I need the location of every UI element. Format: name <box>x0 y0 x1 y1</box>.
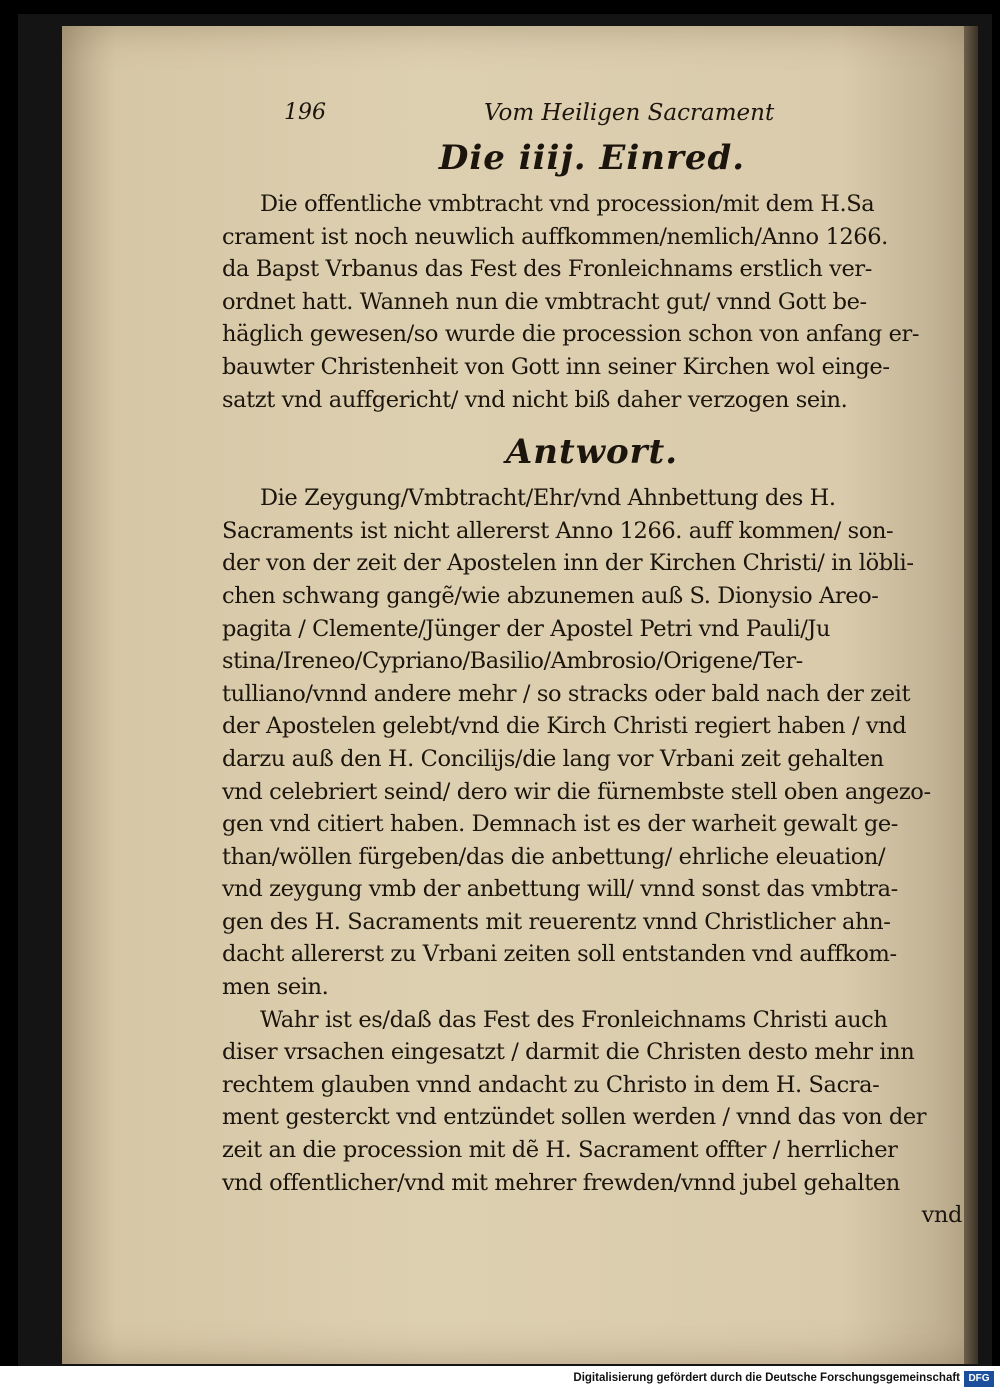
text-line: satzt vnd auffgericht/ vnd nicht biß daher verzogen sein. <box>222 386 848 413</box>
text-line: gen des H. Sacraments mit reuerentz vnnd Christlicher ahn- <box>222 908 891 935</box>
section-body-antwort-continued <box>222 1004 962 1200</box>
text-line: Sacraments ist nicht allererst Anno 1266. auff kommen/ son- <box>222 517 894 544</box>
text-line: vnd zeygung vmb der anbettung will/ vnnd sonst das vmbtra- <box>222 876 898 903</box>
text-line: gen vnd citiert haben. Demnach ist es der warheit gewalt ge- <box>222 811 898 838</box>
text-line: der von der zeit der Apostelen inn der Kirchen Christi/ in löbli- <box>222 550 914 577</box>
section-body-einred <box>222 188 962 416</box>
text-line: men sein. <box>222 974 329 1001</box>
text-line: pagita / Clemente/Jünger der Apostel Petri vnd Pauli/Ju <box>222 615 831 642</box>
dfg-logo: DFG <box>964 1371 994 1387</box>
text-line: crament ist noch neuwlich auffkommen/nemlich/Anno 1266. <box>222 223 888 250</box>
text-line: der Apostelen gelebt/vnd die Kirch Christi regiert haben / vnd <box>222 713 907 740</box>
text-line: Wahr ist es/daß das Fest des Fronleichnams Christi auch <box>260 1006 888 1033</box>
text-line: vnd celebriert seind/ dero wir die fürnembste stell oben angezo- <box>222 778 931 805</box>
text-line: ment gesterckt vnd entzündet sollen werden / vnnd das von der <box>222 1104 927 1131</box>
text-line: diser vrsachen eingesatzt / darmit die Christen desto mehr inn <box>222 1039 915 1066</box>
text-line: da Bapst Vrbanus das Fest des Fronleichnams erstlich ver- <box>222 256 872 283</box>
text-line: Die offentliche vmbtracht vnd procession/mit dem H.Sa <box>260 191 875 217</box>
text-line: than/wöllen fürgeben/das die anbettung/ ehrliche eleuation/ <box>222 843 886 870</box>
text-line: vnd offentlicher/vnd mit mehrer frewden/vnnd jubel gehalten <box>222 1169 900 1196</box>
text-line: häglich gewesen/so wurde die procession schon von anfang er- <box>222 321 920 348</box>
page-edge <box>964 26 978 1364</box>
text-line: chen schwang gangẽ/wie abzunemen auß S. Dionysio Areo- <box>222 582 879 609</box>
section-heading-antwort: Antwort. <box>505 432 679 473</box>
text-line: stina/Ireneo/Cypriano/Basilio/Ambrosio/Origene/Ter- <box>222 648 803 675</box>
catchword: vnd <box>921 1202 962 1229</box>
text-line: dacht allererst zu Vrbani zeiten soll entstanden vnd auffkom- <box>222 941 897 968</box>
text-line: Die Zeygung/Vmbtracht/Ehr/vnd Ahnbettung des H. <box>260 485 836 512</box>
text-line: rechtem glauben vnnd andacht zu Christo in dem H. Sacra- <box>222 1071 880 1098</box>
section-heading-einred: Die iiij. Einred. <box>438 138 746 178</box>
text-block <box>222 100 962 1232</box>
text-line: darzu auß den H. Concilijs/die lang vor Vrbani zeit gehalten <box>222 745 884 772</box>
section-body-antwort <box>222 482 962 1004</box>
digitization-credit: Digitalisierung gefördert durch die Deutsche Forschungsgemeinschaft <box>573 1372 960 1384</box>
text-line: tulliano/vnnd andere mehr / so stracks oder bald nach der zeit <box>222 680 911 707</box>
text-line: bauwter Christenheit von Gott inn seiner Kirchen wol einge- <box>222 353 890 380</box>
text-line: zeit an die procession mit dẽ H. Sacrament offter / herrlicher <box>222 1137 898 1164</box>
page-number: 196 <box>284 100 326 125</box>
page-header <box>222 100 962 134</box>
footer-bar <box>0 1366 1000 1393</box>
running-title: Vom Heiligen Sacrament <box>484 100 775 126</box>
text-line: ordnet hatt. Wanneh nun die vmbtracht gut/ vnnd Gott be- <box>222 288 867 315</box>
